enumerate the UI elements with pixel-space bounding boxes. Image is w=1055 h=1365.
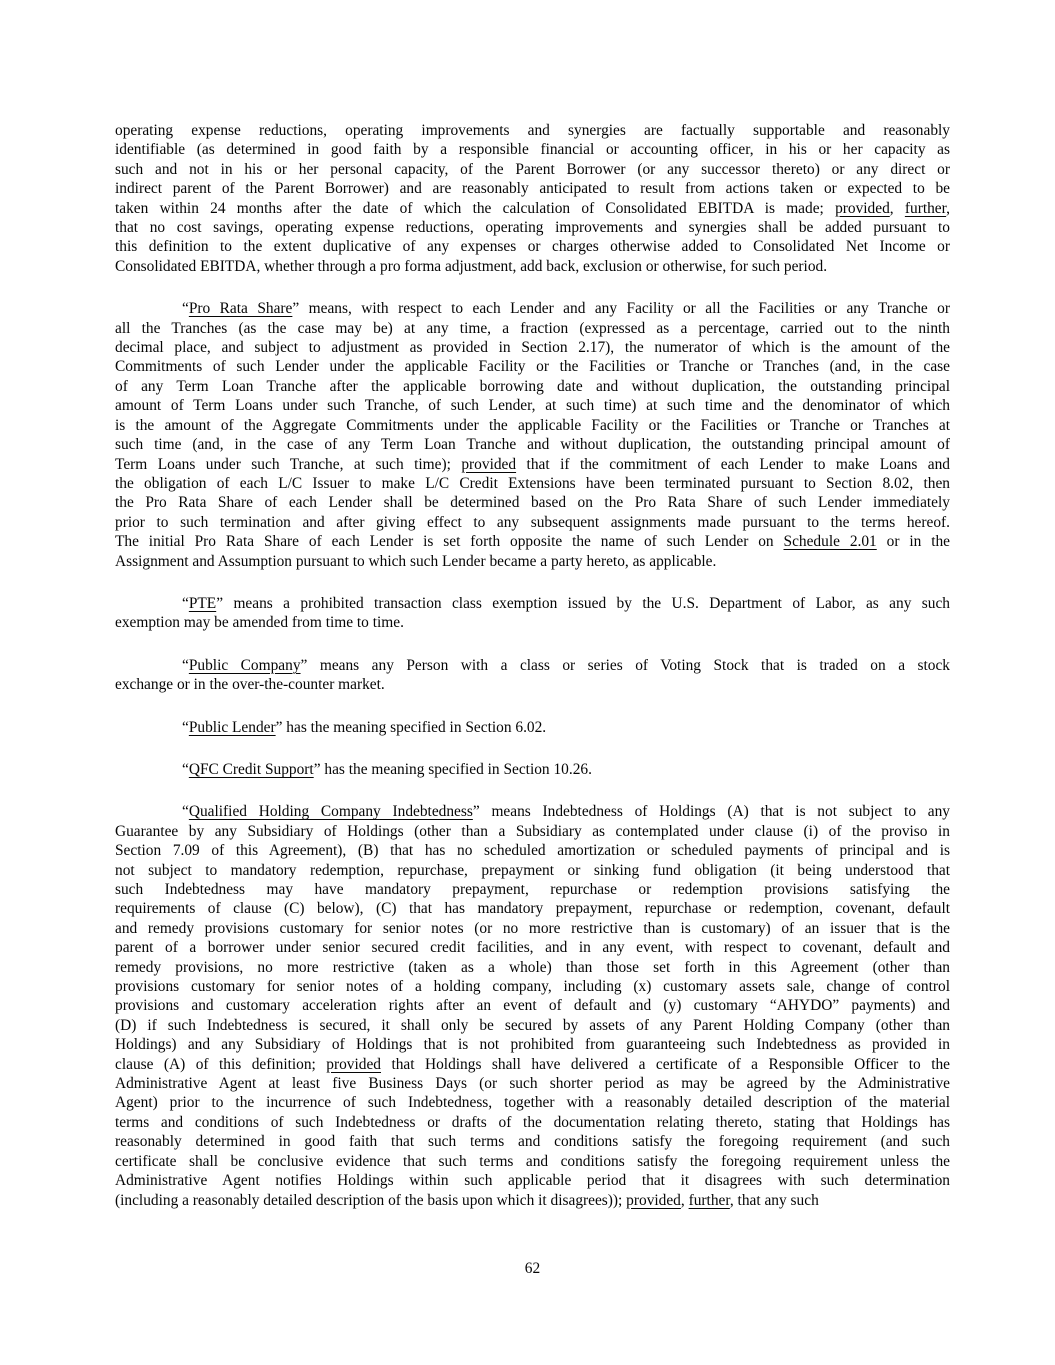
text-run: provisions and customary acceleration rights after an event of default and (y) customary “AHYDO” payments) and — [115, 997, 950, 1015]
text-line — [115, 1016, 950, 1035]
text-run: , — [946, 199, 950, 217]
text-run: Section 7.09 of this Agreement), (B) that has no scheduled amortization or scheduled payments of principal and is — [115, 842, 950, 860]
defined-term-underline: provided — [461, 455, 517, 473]
text-line — [115, 1132, 950, 1151]
defined-term-underline: provided — [626, 1191, 681, 1209]
text-run: that no cost savings, operating expense reductions, operating improvements and synergies shall be added pursuant to — [115, 219, 950, 237]
text-run: “ — [182, 718, 189, 736]
text-run: reasonably determined in good faith that such terms and conditions satisfy the foregoing requirement (and such — [115, 1133, 950, 1151]
text-run: “ — [182, 803, 189, 821]
defined-term-underline: PTE — [188, 594, 217, 612]
text-run: such time (and, in the case of any Term Loan Tranche and without duplication, the outstanding principal amount of — [115, 436, 950, 454]
text-line — [115, 299, 950, 318]
text-run: ” has the meaning specified in Section 6.02. — [275, 718, 547, 736]
text-run: “ — [182, 656, 189, 674]
text-run: remedy provisions, no more restrictive (taken as a whole) than those set forth in this Agreement (other than — [115, 958, 950, 976]
text-line — [115, 861, 950, 880]
text-run: or in the — [876, 533, 950, 551]
text-line — [115, 958, 950, 977]
text-run: Commitments of such Lender under the applicable Facility or the Facilities or Tranche or Tranches (and, in the case — [115, 358, 950, 376]
text-run: “ — [182, 760, 189, 778]
text-line — [115, 199, 950, 218]
defined-term-underline: Schedule 2.01 — [783, 533, 877, 551]
text-run: Holdings) and any Subsidiary of Holdings that is not prohibited from guaranteeing such Indebtedness as provided in — [115, 1036, 950, 1054]
text-run: prior to such termination and after giving effect to any subsequent assignments made pursuant to the terms hereof. — [115, 513, 950, 531]
defined-term-underline: provided — [835, 199, 890, 217]
text-line — [115, 675, 950, 694]
text-run: the Pro Rata Share of each Lender shall be determined based on the Pro Rata Share of such Lender immediately — [115, 494, 950, 512]
text-run: of any Term Loan Tranche after the applicable borrowing date and without duplication, the outstanding principal — [115, 377, 950, 395]
text-run: such and not in his or her personal capacity, of the Parent Borrower (or any successor thereto) or any direct or — [115, 160, 950, 178]
defined-term-underline: Public Lender — [188, 718, 276, 736]
text-line — [115, 357, 950, 376]
text-line — [115, 1191, 950, 1210]
text-line — [115, 435, 950, 454]
text-line — [115, 1093, 950, 1112]
text-run: identifiable (as determined in good faith by a responsible financial or accounting officer, in his or her capacity as — [115, 141, 950, 159]
text-line — [115, 1074, 950, 1093]
text-run: “ — [182, 594, 189, 612]
text-run: (including a reasonably detailed description of the basis upon which it disagrees)); — [115, 1191, 627, 1209]
text-run: Term Loans under such Tranche, at such time); — [115, 455, 462, 473]
text-run: the obligation of each L/C Issuer to make L/C Credit Extensions have been terminated pursuant to Section 8.02, then — [115, 474, 950, 492]
defined-term-underline: QFC Credit Support — [188, 760, 314, 778]
text-line — [115, 977, 950, 996]
text-run: “ — [182, 300, 189, 318]
text-line — [115, 493, 950, 512]
text-run: decimal place, and subject to adjustment as provided in Section 2.17), the numerator of which is the amount of the — [115, 339, 950, 357]
text-line — [115, 237, 950, 256]
text-line — [115, 552, 950, 571]
text-line — [115, 532, 950, 551]
text-line — [115, 257, 950, 276]
text-run: Assignment and Assumption pursuant to which such Lender became a party hereto, as applicable. — [115, 552, 717, 570]
text-run: taken within 24 months after the date of which the calculation of Consolidated EBITDA is made; — [115, 199, 836, 217]
text-line — [115, 899, 950, 918]
text-line — [115, 474, 950, 493]
text-line — [115, 613, 950, 632]
text-line — [115, 938, 950, 957]
text-line — [115, 822, 950, 841]
text-run: operating expense reductions, operating improvements and synergies are factually supportable and reasonably — [115, 122, 950, 139]
text-run: requirements of clause (C) below), (C) that has mandatory prepayment, repurchase or redemption, covenant, default — [115, 900, 950, 918]
defined-term-underline: Pro Rata Share — [188, 300, 293, 318]
text-line — [115, 513, 950, 532]
text-line — [115, 179, 950, 198]
text-run: certificate shall be conclusive evidence that such terms and conditions satisfy the foregoing requirement unless the — [115, 1152, 950, 1170]
text-line — [115, 1152, 950, 1171]
text-line — [115, 1171, 950, 1190]
defined-term-underline: further — [688, 1191, 730, 1209]
text-run: The initial Pro Rata Share of each Lender is set forth opposite the name of such Lender on — [115, 533, 784, 551]
defined-term-underline: Qualified Holding Company Indebtedness — [188, 803, 473, 821]
defined-term-underline: provided — [326, 1055, 381, 1073]
text-run: all the Tranches (as the case may be) at any time, a fraction (expressed as a percentage, carried out to the ninth — [115, 319, 950, 337]
page-number: 62 — [524, 1260, 541, 1277]
text-run: ” means a prohibited transaction class exemption issued by the U.S. Department of Labor, as any such — [216, 594, 950, 612]
text-line — [115, 160, 950, 179]
text-line — [115, 377, 950, 396]
text-run: that if the commitment of each Lender to make Loans and — [516, 455, 950, 473]
text-run: is the amount of the Aggregate Commitments under the applicable Facility or the Facilities or Tranche or Tranches at — [115, 416, 950, 434]
text-run: clause (A) of this definition; — [115, 1055, 327, 1073]
text-run: exemption may be amended from time to time. — [115, 614, 404, 632]
text-run: ” means any Person with a class or series of Voting Stock that is traded on a stock — [300, 656, 951, 674]
paragraph — [115, 594, 950, 633]
text-line — [115, 802, 950, 821]
text-line — [115, 656, 950, 675]
text-line — [115, 121, 950, 140]
text-run: , — [889, 199, 905, 217]
text-run: and remedy provisions customary for senior notes (or no more restrictive than is customary) of an issuer that is the — [115, 919, 950, 937]
text-run: Administrative Agent at least five Business Days (or such shorter period as may be agreed by the Administrative — [115, 1075, 950, 1093]
text-line — [115, 919, 950, 938]
text-run: this definition to the extent duplicative of any expenses or charges otherwise added to Consolidated Net Income or — [115, 238, 950, 256]
text-line — [115, 996, 950, 1015]
text-line — [115, 218, 950, 237]
text-run: Consolidated EBITDA, whether through a pro forma adjustment, add back, exclusion or otherwise, for such period. — [115, 257, 828, 275]
text-run: terms and conditions of such Indebtedness or drafts of the documentation relating thereto, stating that Holdings has — [115, 1113, 950, 1131]
text-run: that Holdings shall have delivered a certificate of a Responsible Officer to the — [381, 1055, 950, 1073]
text-run: exchange or in the over-the-counter market. — [115, 676, 385, 694]
text-run: provisions customary for senior notes of a holding company, including (x) customary assets sale, change of control — [115, 978, 950, 996]
text-line — [115, 455, 950, 474]
paragraph — [115, 121, 950, 276]
text-line — [115, 880, 950, 899]
paragraph — [115, 656, 950, 695]
text-run: amount of Term Loans under such Tranche, of such Lender, at such time) at such time and the denominator of which — [115, 397, 950, 415]
text-run: ” has the meaning specified in Section 10.26. — [313, 760, 592, 778]
text-line — [115, 338, 950, 357]
text-line — [115, 1113, 950, 1132]
text-line — [115, 1035, 950, 1054]
text-run: not subject to mandatory redemption, repurchase, prepayment or sinking fund obligation (it being understood that — [115, 861, 950, 879]
text-line — [115, 1055, 950, 1074]
text-line — [115, 718, 950, 737]
defined-term-underline: Public Company — [188, 656, 301, 674]
paragraph — [115, 760, 950, 779]
paragraph — [115, 718, 950, 737]
text-run: Agent) prior to the incurrence of such Indebtedness, together with a reasonably detailed description of the material — [115, 1094, 950, 1112]
text-run: Administrative Agent notifies Holdings within such applicable period that it disagrees with such determination — [115, 1172, 950, 1190]
text-run: , that any such — [729, 1191, 819, 1209]
text-line — [115, 319, 950, 338]
text-run: Guarantee by any Subsidiary of Holdings (other than a Subsidiary as contemplated under clause (i) of the proviso in — [115, 822, 950, 840]
paragraph — [115, 802, 950, 1210]
text-line — [115, 140, 950, 159]
text-line — [115, 841, 950, 860]
text-line — [115, 416, 950, 435]
text-run: ” means Indebtedness of Holdings (A) that is not subject to any — [472, 803, 950, 821]
defined-term-underline: further — [904, 199, 947, 217]
text-line — [115, 396, 950, 415]
paragraph — [115, 299, 950, 571]
text-line — [115, 760, 950, 779]
text-run: ” means, with respect to each Lender and any Facility or all the Facilities or any Tranche or — [292, 300, 951, 318]
text-line — [115, 594, 950, 613]
document-body — [115, 121, 950, 1210]
text-run: indirect parent of the Parent Borrower) and are reasonably anticipated to result from actions taken or expected to be — [115, 180, 950, 198]
text-run: such Indebtedness may have mandatory prepayment, repurchase or redemption provisions satisfying the — [115, 881, 950, 898]
text-run: , — [680, 1191, 689, 1209]
text-run: parent of a borrower under senior secured credit facilities, and in any event, with respect to covenant, default and — [115, 939, 950, 957]
text-run: (D) if such Indebtedness is secured, it shall only be secured by assets of any Parent Holding Company (other than — [115, 1016, 950, 1034]
